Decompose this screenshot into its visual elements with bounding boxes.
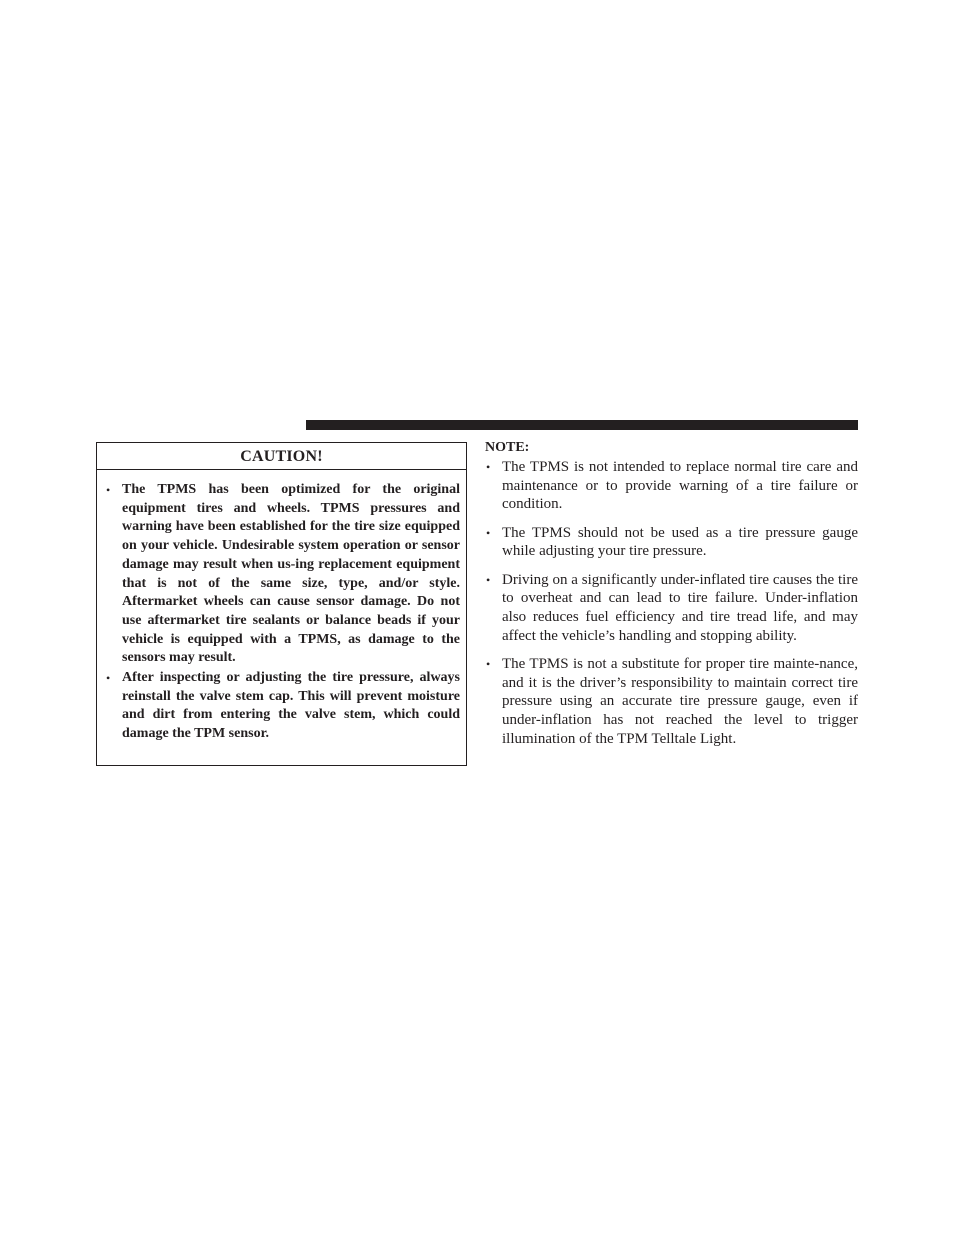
bullet-icon: • (486, 572, 491, 587)
bullet-icon: • (106, 671, 111, 686)
caution-list (97, 470, 466, 744)
caution-item-text: The TPMS has been optimized for the original equipment tires and wheels. TPMS pressures and warning have been established for the tire size equipped on your vehicle. Undesirable system operation or sensor damage may result when us-ing replacement equipment that is not of the same size, type, and/or style. Aftermarket wheels can cause sensor damage. Do not use aftermarket tire sealants or balance beads if your vehicle is equipped with a TPMS, as damage to the sensors may result. (122, 482, 460, 666)
note-item (485, 458, 858, 514)
note-item (485, 524, 858, 561)
caution-title: CAUTION! (97, 443, 466, 470)
note-item-text: The TPMS is not a substitute for proper tire mainte-nance, and it is the driver’s responsibility to maintain correct tire pressure using an accurate tire pressure gauge, even if under-inflation has not reached the level to trigger illumination of the TPM Telltale Light. (502, 655, 858, 747)
caution-item (97, 481, 460, 668)
caution-box (96, 442, 467, 766)
bullet-icon: • (486, 656, 491, 671)
note-list (485, 458, 858, 748)
bullet-icon: • (486, 460, 491, 474)
note-item-text: Driving on a significantly under-inflated tire causes the tire to overheat and can lead to tire failure. Under-inflation also reduces fuel efficiency and tire tread life, and may affect the vehicle’s handling and stopping ability. (502, 571, 858, 644)
caution-item (97, 669, 460, 744)
caution-item-text: After inspecting or adjusting the tire pressure, always reinstall the valve stem cap. This will prevent moisture and dirt from entering the valve stem, which could damage the TPM sensor. (122, 670, 460, 742)
section-header-rule (306, 420, 858, 430)
note-item (485, 571, 858, 646)
note-item-text: The TPMS is not intended to replace normal tire care and maintenance or to provide warning of a tire failure or condition. (502, 459, 858, 513)
note-item-text: The TPMS should not be used as a tire pressure gauge while adjusting your tire pressure. (502, 524, 858, 560)
note-section (485, 439, 858, 758)
note-item (485, 655, 858, 749)
bullet-icon: • (486, 525, 491, 540)
note-title: NOTE: (485, 440, 530, 455)
bullet-icon: • (106, 483, 111, 497)
